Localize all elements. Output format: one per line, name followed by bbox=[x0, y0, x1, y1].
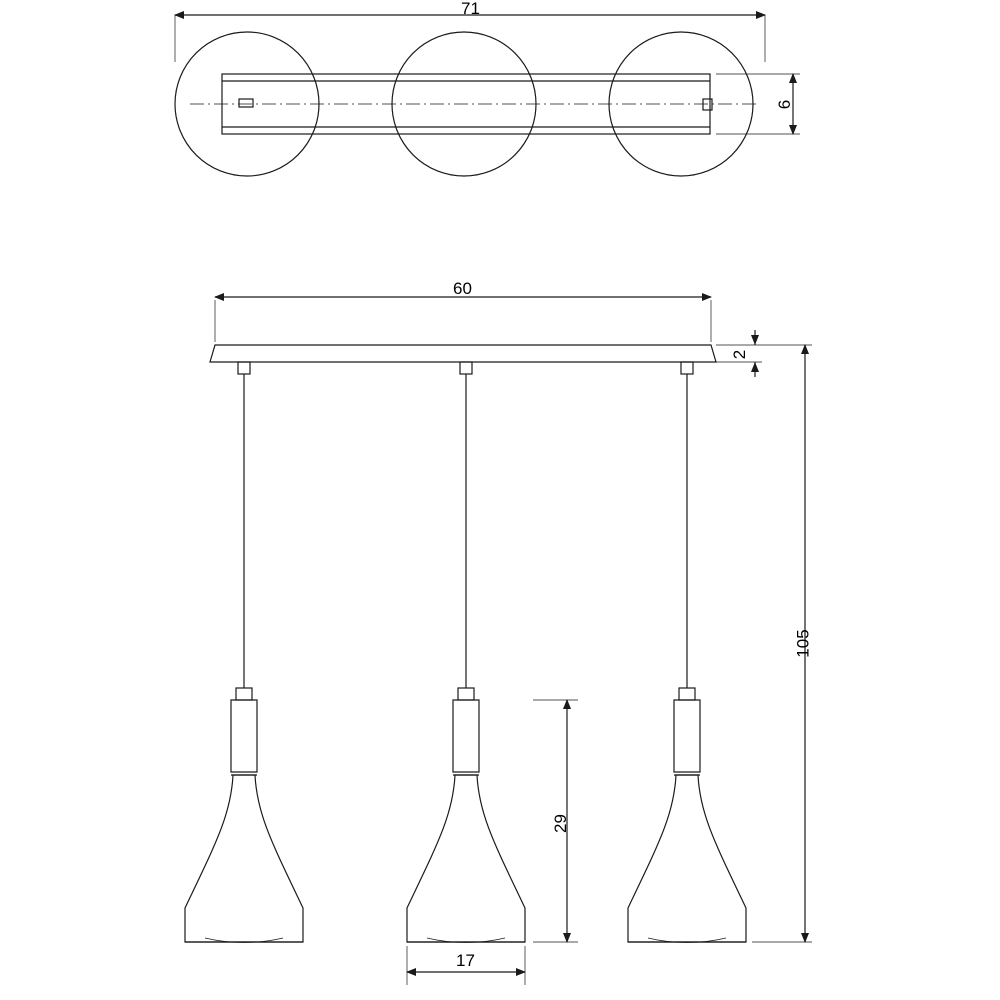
front-view-pendant-right bbox=[628, 362, 746, 943]
left-cable-mount bbox=[238, 362, 250, 374]
middle-shade bbox=[407, 775, 525, 942]
top-view-slot-right bbox=[703, 99, 712, 110]
dim-label-top-overall-width: 71 bbox=[461, 0, 480, 18]
front-view-pendant-middle bbox=[407, 362, 525, 943]
left-shade bbox=[185, 775, 303, 942]
top-view-geometry bbox=[175, 32, 760, 176]
dim-label-shade-height: 29 bbox=[550, 814, 570, 833]
right-cable-mount bbox=[681, 362, 693, 374]
middle-socket-body bbox=[453, 700, 479, 772]
right-cable-cap bbox=[679, 688, 695, 700]
right-shade bbox=[628, 775, 746, 942]
dim-label-top-bar-depth: 6 bbox=[775, 99, 795, 110]
dim-label-shade-diameter: 17 bbox=[456, 951, 475, 970]
left-socket-body bbox=[231, 700, 257, 772]
dim-label-front-bar-width: 60 bbox=[453, 279, 472, 298]
dim-top-overall-width bbox=[175, 15, 765, 62]
middle-cable-cap bbox=[458, 688, 474, 700]
middle-cable-mount bbox=[460, 362, 472, 374]
front-view-geometry bbox=[185, 345, 750, 943]
front-view-pendant-left bbox=[185, 362, 303, 943]
top-view-slot-left bbox=[239, 99, 253, 107]
dim-label-front-total-height: 105 bbox=[793, 629, 813, 658]
dim-label-front-bar-thickness: 2 bbox=[730, 349, 750, 360]
dim-front-bar-width bbox=[215, 297, 711, 342]
front-view-ceiling-bar bbox=[210, 345, 716, 362]
right-socket-body bbox=[674, 700, 700, 772]
left-cable-cap bbox=[236, 688, 252, 700]
